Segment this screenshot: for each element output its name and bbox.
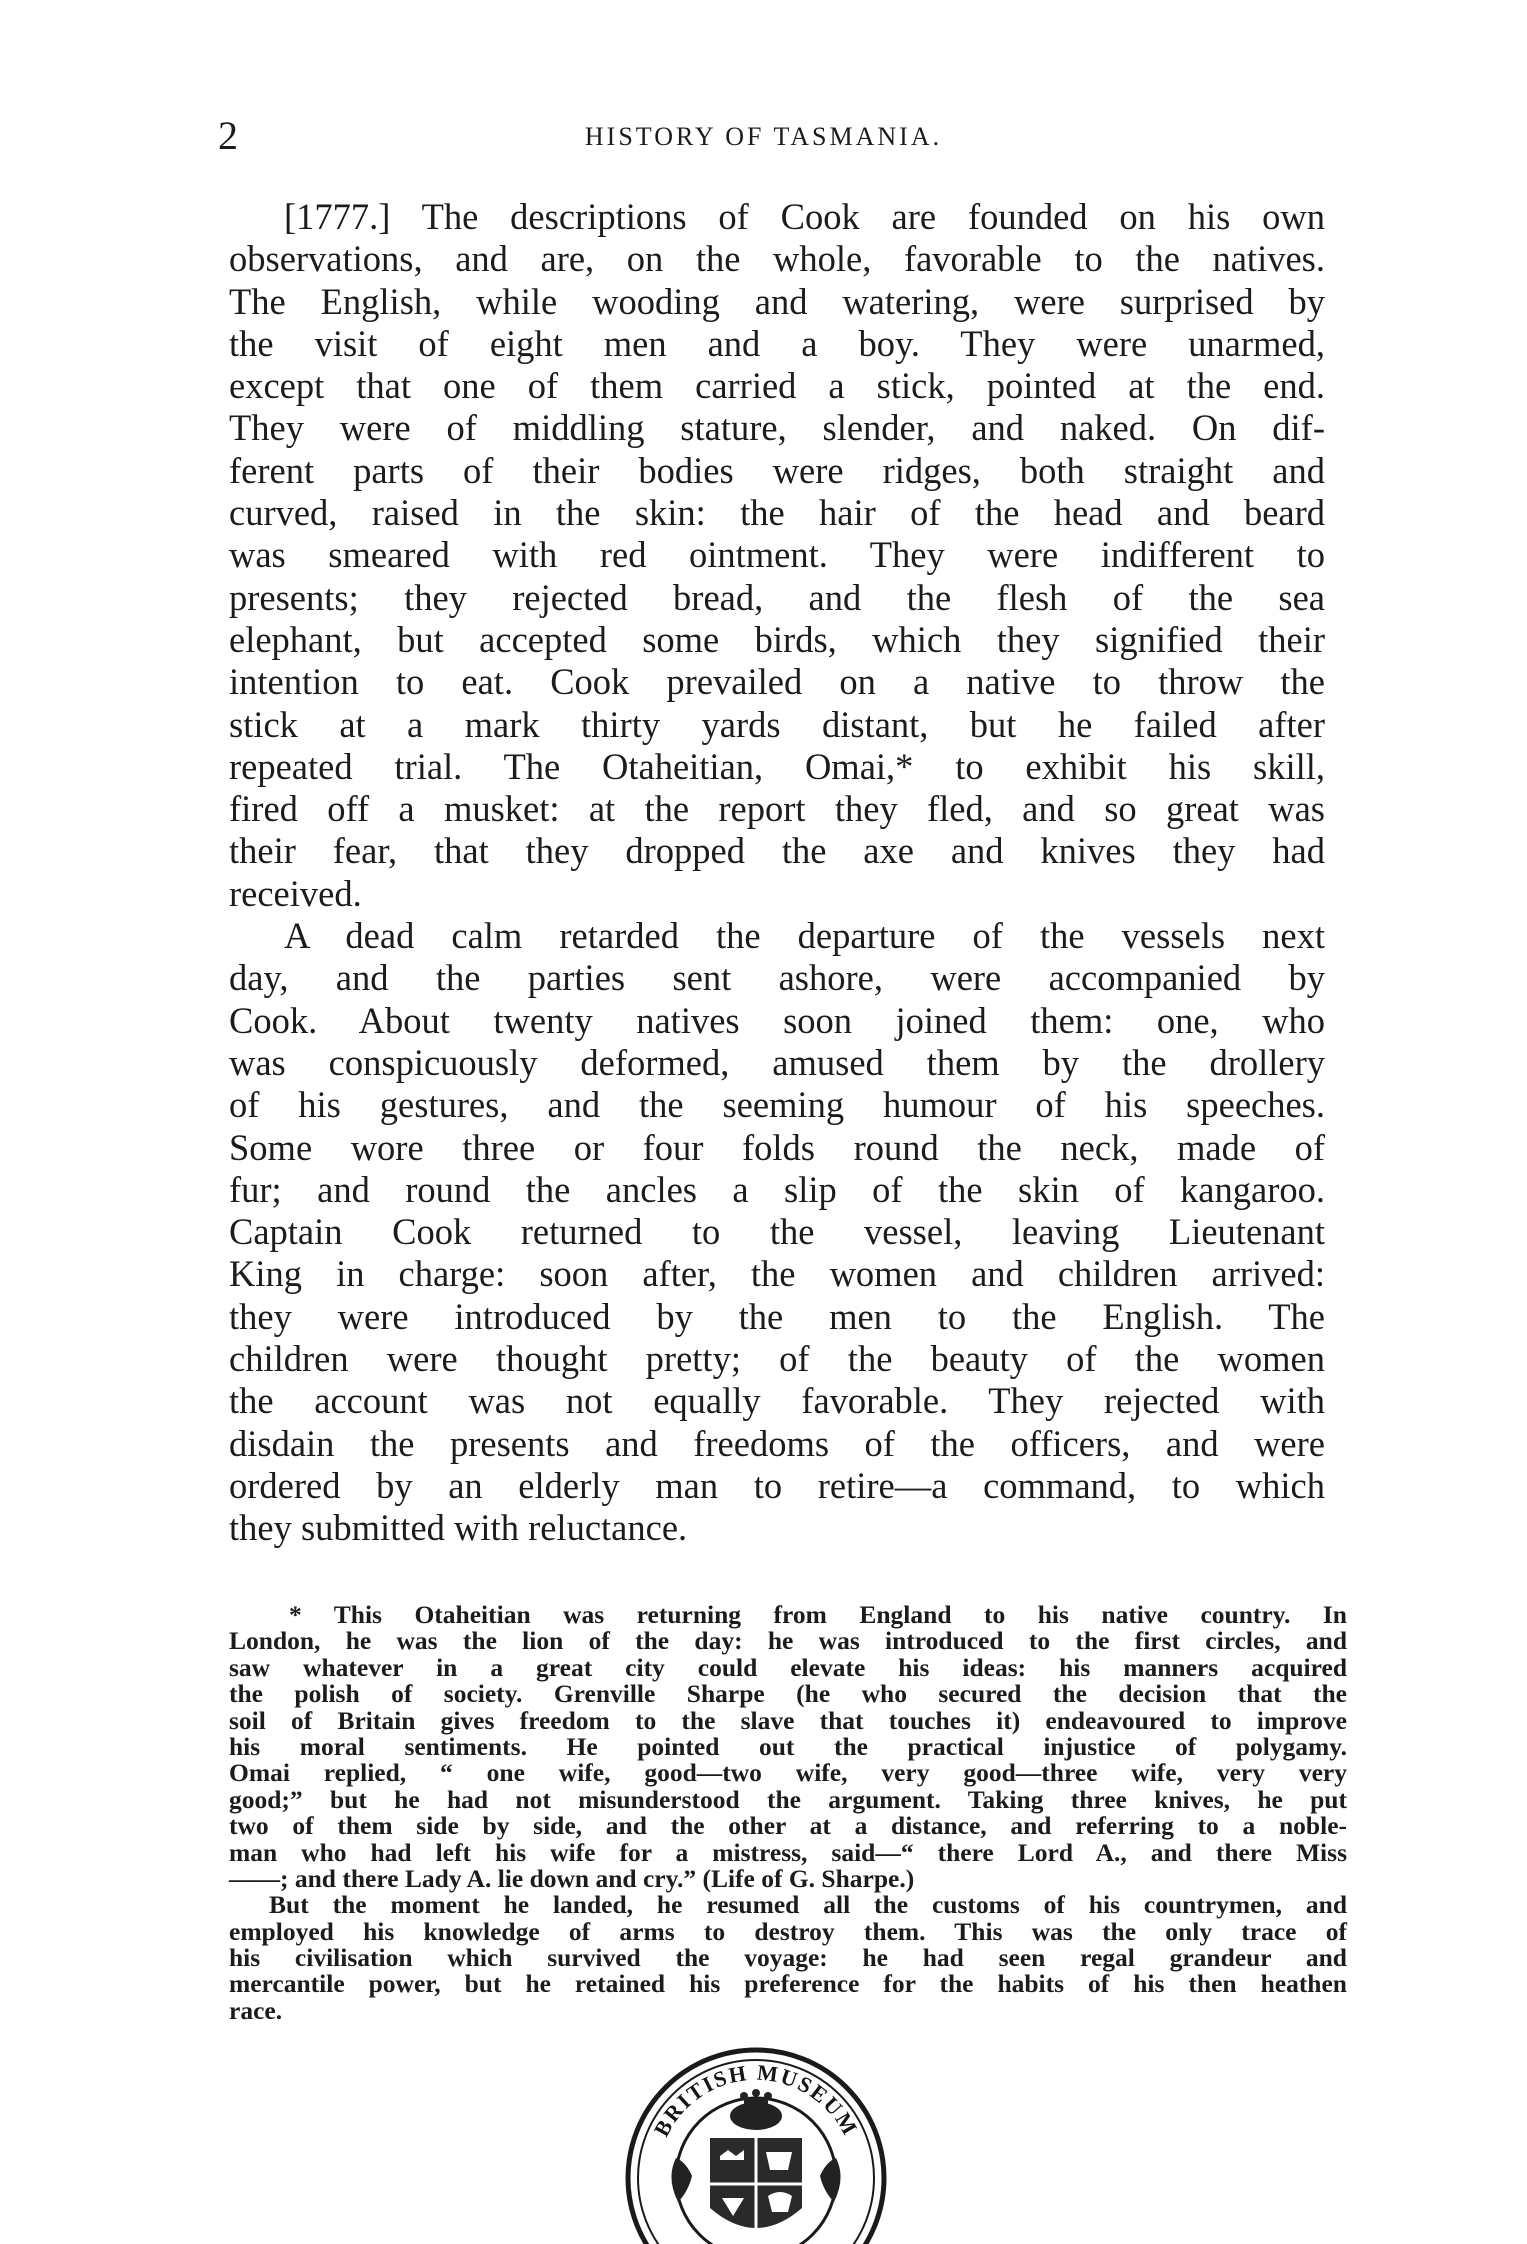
text-line: Cook. About twenty natives soon joined them: one, who	[229, 999, 1325, 1041]
footnote-line: But the moment he landed, he resumed all the customs of his countrymen, and	[269, 1890, 1347, 1920]
footnote-line: ——; and there Lady A. lie down and cry.” (Life of G. Sharpe.)	[229, 1863, 915, 1893]
main-text	[229, 196, 1325, 1550]
text-line: Some wore three or four folds round the neck, made of	[229, 1126, 1325, 1168]
text-line: the visit of eight men and a boy. They were unarmed,	[229, 322, 1325, 364]
text-line: disdain the presents and freedoms of the officers, and were	[229, 1422, 1325, 1464]
text-line: ordered by an elderly man to retire—a command, to which	[229, 1464, 1325, 1506]
text-line: The English, while wooding and watering, were surprised by	[229, 280, 1325, 322]
text-line: They were of middling stature, slender, and naked. On dif-	[229, 407, 1325, 449]
text-line: [1777.] The descriptions of Cook are founded on his own	[284, 196, 1325, 237]
footnote-line: the polish of society. Grenville Sharpe (he who secured the decision that the	[229, 1679, 1347, 1709]
footnote-line: his moral sentiments. He pointed out the practical injustice of polygamy.	[229, 1731, 1347, 1761]
text-line: curved, raised in the skin: the hair of the head and beard	[229, 492, 1325, 534]
text-line: stick at a mark thirty yards distant, but he failed after	[229, 703, 1325, 745]
text-line: day, and the parties sent ashore, were accompanied by	[229, 957, 1325, 999]
footnote	[229, 1602, 1347, 2024]
text-line: received.	[229, 872, 362, 914]
page-number: 2	[218, 113, 238, 158]
footnote-line: his civilisation which survived the voyage: he had seen regal grandeur and	[229, 1943, 1347, 1973]
text-line: except that one of them carried a stick, pointed at the end.	[229, 365, 1325, 407]
text-line: elephant, but accepted some birds, which they signified their	[229, 618, 1325, 660]
footnote-line: London, he was the lion of the day: he was introduced to the first circles, and	[229, 1626, 1347, 1656]
text-line: their fear, that they dropped the axe and knives they had	[229, 830, 1325, 872]
page-header	[0, 112, 1527, 162]
text-line: Captain Cook returned to the vessel, leaving Lieutenant	[229, 1211, 1325, 1253]
stamp-text: BRITISH MUSEUM	[648, 2059, 864, 2141]
text-line: repeated trial. The Otaheitian, Omai,* to exhibit his skill,	[229, 745, 1325, 787]
footnote-line: soil of Britain gives freedom to the slave that touches it) endeavoured to improve	[229, 1705, 1347, 1735]
text-line: was conspicuously deformed, amused them by the drollery	[229, 1041, 1325, 1083]
text-line: King in charge: soon after, the women and children arrived:	[229, 1253, 1325, 1295]
text-line: presents; they rejected bread, and the flesh of the sea	[229, 576, 1325, 618]
text-line: intention to eat. Cook prevailed on a native to throw the	[229, 661, 1325, 703]
footnote-line: * This Otaheitian was returning from England to his native country. In	[289, 1600, 1347, 1629]
text-line: children were thought pretty; of the beauty of the women	[229, 1338, 1325, 1380]
footnote-line: Omai replied, “ one wife, good—two wife, very good—three wife, very very	[229, 1758, 1347, 1788]
museum-seal-icon	[618, 2038, 894, 2244]
text-line: they were introduced by the men to the English. The	[229, 1295, 1325, 1337]
footnote-line: two of them side by side, and the other at a distance, and referring to a noble-	[229, 1811, 1347, 1841]
text-line: A dead calm retarded the departure of the vessels next	[284, 915, 1325, 957]
text-line: ferent parts of their bodies were ridges, both straight and	[229, 449, 1325, 491]
footnote-line: mercantile power, but he retained his preference for the habits of his then heathen	[229, 1969, 1347, 1999]
footnote-line: saw whatever in a great city could elevate his ideas: his manners acquired	[229, 1652, 1347, 1682]
british-museum-stamp	[618, 2038, 894, 2244]
footnote-line: man who had left his wife for a mistress, said—“ there Lord A., and there Miss	[229, 1837, 1347, 1867]
text-line: observations, and are, on the whole, favorable to the natives.	[229, 238, 1325, 280]
footnote-line: race.	[229, 1995, 283, 2025]
text-line: of his gestures, and the seeming humour of his speeches.	[229, 1084, 1325, 1126]
running-head: HISTORY OF TASMANIA.	[584, 122, 943, 151]
text-line: fur; and round the ancles a slip of the skin of kangaroo.	[229, 1168, 1325, 1210]
footnote-line: good;” but he had not misunderstood the argument. Taking three knives, he put	[229, 1784, 1347, 1814]
footnote-line: employed his knowledge of arms to destroy them. This was the only trace of	[229, 1916, 1347, 1946]
text-line: the account was not equally favorable. They rejected with	[229, 1380, 1325, 1422]
text-line: fired off a musket: at the report they fled, and so great was	[229, 788, 1325, 830]
text-line: they submitted with reluctance.	[229, 1507, 688, 1549]
text-line: was smeared with red ointment. They were indifferent to	[229, 534, 1325, 576]
